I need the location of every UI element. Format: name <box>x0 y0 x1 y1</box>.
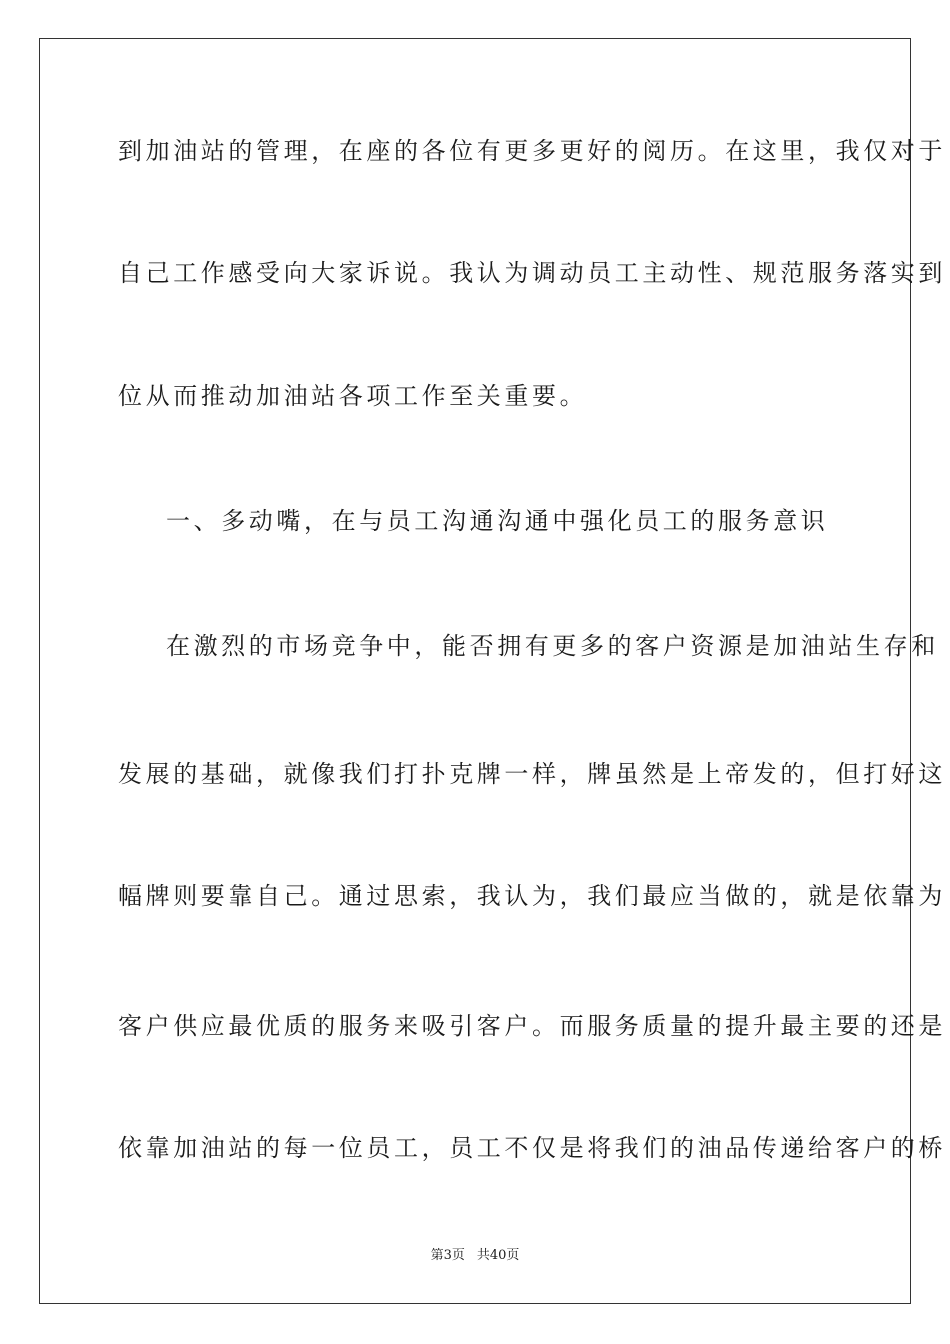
body-text-line-3: 位从而推动加油站各项工作至关重要。 <box>118 382 588 410</box>
body-text-line-8: 依靠加油站的每一位员工，员工不仅是将我们的油品传递给客户的桥 <box>118 1134 946 1162</box>
page-border <box>39 38 946 1304</box>
page-number: 第3页 <box>430 1248 465 1263</box>
section-heading: 一、多动嘴，在与员工沟通沟通中强化员工的服务意识 <box>166 507 829 535</box>
body-text-line-1: 到加油站的管理，在座的各位有更多更好的阅历。在这里，我仅对于 <box>118 137 946 165</box>
body-text-line-5: 发展的基础，就像我们打扑克牌一样，牌虽然是上帝发的，但打好这 <box>118 760 946 788</box>
body-text-line-4: 在激烈的市场竞争中，能否拥有更多的客户资源是加油站生存和 <box>166 632 939 660</box>
body-text-line-6: 幅牌则要靠自己。通过思索，我认为，我们最应当做的，就是依靠为 <box>118 882 946 910</box>
page-footer <box>0 1248 950 1264</box>
body-text-line-7: 客户供应最优质的服务来吸引客户。而服务质量的提升最主要的还是 <box>118 1012 946 1040</box>
body-text-line-2: 自己工作感受向大家诉说。我认为调动员工主动性、规范服务落实到 <box>118 259 946 287</box>
total-pages: 共40页 <box>476 1248 520 1263</box>
